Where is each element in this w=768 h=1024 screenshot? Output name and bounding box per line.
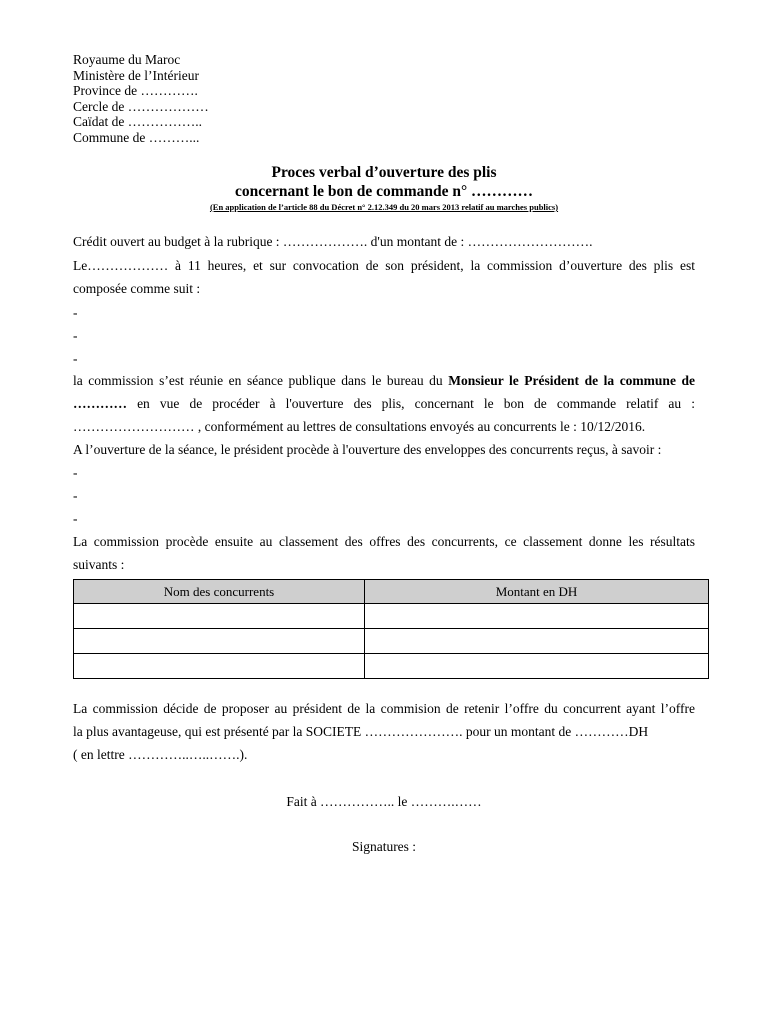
table-cell	[74, 604, 365, 629]
document-title-order: concernant le bon de commande n° …………	[234, 183, 534, 200]
letterhead-commune: Commune de ………...	[73, 129, 200, 145]
meeting-line-2	[73, 396, 695, 412]
member-dash-2: -	[73, 328, 78, 343]
opening-line: A l’ouverture de la séance, le président procède à l'ouverture des enveloppes des concurrents reçus, à savoir :	[73, 442, 662, 457]
member-dash-1: -	[73, 305, 78, 320]
envelope-dash-2: -	[73, 488, 78, 503]
letterhead-ministry: Ministère de l’Intérieur	[73, 67, 199, 83]
envelope-dash-1: -	[73, 465, 78, 480]
table-cell	[74, 654, 365, 679]
meeting-line-1	[73, 373, 695, 389]
decision-line-2: la plus avantageuse, qui est présenté par la SOCIETE …………………. pour un montant de …………DH	[73, 724, 649, 739]
ranking-line-1: La commission procède ensuite au classement des offres des concurrents, ce classement donne les résultats	[73, 534, 695, 549]
place-date-line: Fait à …………….. le ……….……	[286, 794, 482, 809]
convocation-line-2: composée comme suit :	[73, 281, 201, 296]
letterhead-cercle: Cercle de ………………	[73, 98, 209, 114]
envelope-dash-3: -	[73, 511, 78, 526]
table-cell	[74, 629, 365, 654]
table-row	[74, 629, 709, 654]
meeting-line-3: ……………………… , conformément au lettres de consultations envoyés au concurrents le : 10/12/2016.	[73, 419, 646, 434]
letterhead-caidat: Caïdat de ……………..	[73, 114, 202, 130]
table-cell	[365, 654, 709, 679]
signatures-label: Signatures :	[351, 839, 417, 854]
convocation-line-1: Le……………… à 11 heures, et sur convocation de son président, la commission d’ouverture des plis est	[73, 258, 695, 273]
document-subtitle: (En application de l’article 88 du Décret n° 2.12.349 du 20 mars 2013 relatif au marches publics)	[209, 202, 559, 212]
document-title: Proces verbal d’ouverture des plis	[271, 164, 497, 181]
meeting-text-1: la commission s’est réunie en séance publique dans le bureau du	[73, 373, 449, 388]
member-dash-3: -	[73, 351, 78, 366]
ranking-line-2: suivants :	[73, 557, 125, 572]
letterhead-province: Province de ………….	[73, 83, 198, 99]
meeting-bold-1: Monsieur le Président de la commune de	[448, 373, 695, 388]
decision-line-1: La commission décide de proposer au président de la commision de retenir l’offre du concurrent ayant l’offre	[73, 701, 695, 716]
letterhead	[73, 52, 209, 146]
results-table	[73, 579, 709, 679]
col-header-amount: Montant en DH	[365, 580, 709, 604]
table-row	[74, 604, 709, 629]
meeting-text-2: en vue de procéder à l'ouverture des plis, concernant le bon de commande relatif au :	[127, 396, 695, 411]
table-cell	[365, 604, 709, 629]
decision-line-3: ( en lettre …………..…..…….).	[73, 747, 248, 762]
table-cell	[365, 629, 709, 654]
table-header-row	[74, 580, 709, 604]
letterhead-kingdom: Royaume du Maroc	[73, 52, 181, 67]
table-row	[74, 654, 709, 679]
col-header-competitors: Nom des concurrents	[74, 580, 365, 604]
meeting-bold-2: …………	[73, 396, 127, 411]
credit-line: Crédit ouvert au budget à la rubrique : ………………. d'un montant de : ……………………….	[73, 234, 593, 249]
